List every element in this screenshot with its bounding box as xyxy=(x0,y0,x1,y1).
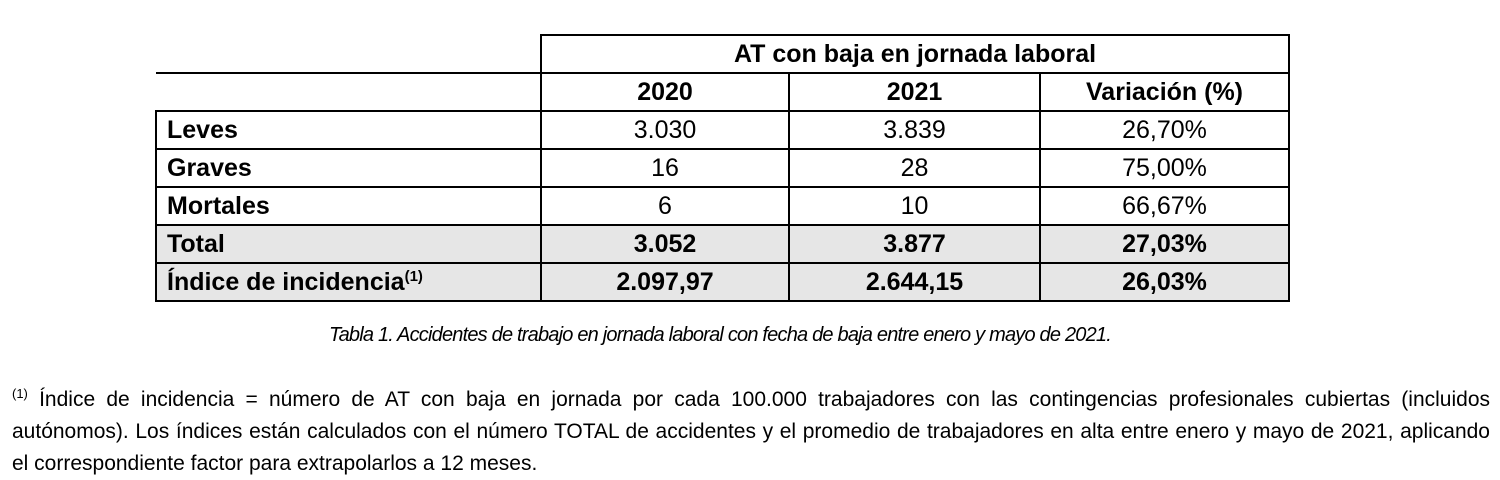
table-column-header-row xyxy=(156,73,1289,111)
cell-variacion: 26,03% xyxy=(1040,263,1289,301)
accidents-table xyxy=(155,34,1290,302)
row-label: Mortales xyxy=(156,187,541,225)
row-label: Leves xyxy=(156,111,541,149)
column-header-variacion: Variación (%) xyxy=(1040,73,1289,111)
table-caption: Tabla 1. Accidentes de trabajo en jornada laboral con fecha de baja entre enero y mayo de 2021. xyxy=(329,324,1111,346)
footnote-marker: (1) xyxy=(12,386,28,401)
table-row-graves xyxy=(156,149,1289,187)
table-row-leves xyxy=(156,111,1289,149)
cell-2021: 10 xyxy=(789,187,1040,225)
footnote-reference: (1) xyxy=(404,268,423,285)
table-row-mortales xyxy=(156,187,1289,225)
table-group-header: AT con baja en jornada laboral xyxy=(541,35,1289,73)
table-group-header-row xyxy=(156,35,1289,73)
cell-variacion: 75,00% xyxy=(1040,149,1289,187)
row-label: Índice de incidencia xyxy=(167,268,405,296)
accidents-table-container xyxy=(155,34,1288,302)
column-header-2021: 2021 xyxy=(789,73,1040,111)
column-header-2020: 2020 xyxy=(541,73,789,111)
cell-variacion: 66,67% xyxy=(1040,187,1289,225)
cell-2020: 3.052 xyxy=(541,225,789,263)
footnote xyxy=(12,384,1490,480)
cell-variacion: 26,70% xyxy=(1040,111,1289,149)
cell-2020: 16 xyxy=(541,149,789,187)
cell-variacion: 27,03% xyxy=(1040,225,1289,263)
table-corner-empty xyxy=(156,35,541,73)
row-label-cell xyxy=(156,263,541,301)
table-row-indice xyxy=(156,263,1289,301)
cell-2021: 3.839 xyxy=(789,111,1040,149)
cell-2021: 3.877 xyxy=(789,225,1040,263)
table-row-total xyxy=(156,225,1289,263)
cell-2021: 28 xyxy=(789,149,1040,187)
cell-2020: 3.030 xyxy=(541,111,789,149)
table-corner-empty xyxy=(156,73,541,111)
cell-2020: 6 xyxy=(541,187,789,225)
cell-2020: 2.097,97 xyxy=(541,263,789,301)
cell-2021: 2.644,15 xyxy=(789,263,1040,301)
row-label: Total xyxy=(156,225,541,263)
row-label: Graves xyxy=(156,149,541,187)
footnote-text: Índice de incidencia = número de AT con baja en jornada por cada 100.000 trabajadores con las contingencias profesionales cubiertas (incluidos autónomos). Los índices están calculados con el número TOTAL de accidentes y el promedio de trabajadores en alta entre enero y mayo de 2021, aplicando el correspondiente factor para extrapolarlos a 12 meses. xyxy=(12,388,1490,475)
